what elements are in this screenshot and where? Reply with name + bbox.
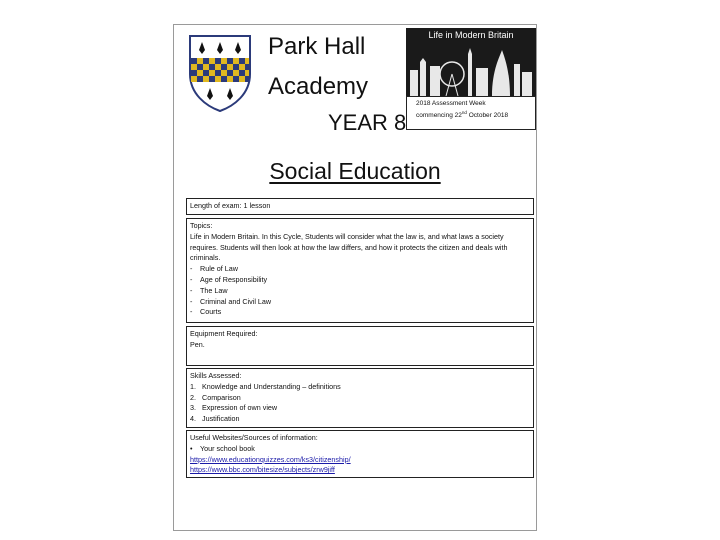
exam-length-box [186,198,534,215]
equipment-heading: Equipment Required: [190,329,258,338]
assessment-week-box [406,96,536,130]
school-name-line1: Park Hall [268,33,366,60]
source-book: Your school book [200,443,255,453]
subject-title: Social Education [269,158,441,184]
assessment-suffix: October 2018 [466,111,509,119]
skill-text: Justification [202,414,240,424]
bullet: - [190,307,193,317]
topics-box [186,218,534,323]
sources-heading: Useful Websites/Sources of information: [190,433,318,442]
skill-number: 1. [190,381,196,391]
assessment-line1: 2018 Assessment Week [416,100,486,107]
list-item [190,382,530,393]
topics-list [190,264,530,318]
skills-box [186,368,534,428]
topics-intro: Life in Modern Britain. In this Cycle, Students will consider what the law is, and what laws a society requires. Students will then look at how the law differs, and how it protects the citizen and deals with criminals. [190,231,508,263]
life-in-modern-britain-banner [406,28,536,96]
skill-number: 3. [190,403,196,413]
year-group: YEAR 8 [328,110,407,135]
topic-item: Courts [200,307,222,317]
skill-text: Comparison [202,392,241,402]
skills-list [190,382,530,425]
school-name-line2: Academy [268,73,369,100]
assessment-line2 [416,109,531,121]
list-item [190,286,530,297]
skill-number: 2. [190,392,196,402]
list-item [190,307,530,318]
link-bbc-bitesize[interactable]: https://www.bbc.com/bitesize/subjects/zrw9jiff [190,465,335,475]
bullet: - [190,285,193,295]
list-item [190,264,530,275]
assessment-prefix: commencing 22 [416,111,462,119]
topics-heading: Topics: [190,221,213,230]
school-crest-icon [188,34,252,112]
skill-number: 4. [190,414,196,424]
assessment-suffix-ordinal: nd [461,109,467,115]
bullet: - [190,274,193,284]
list-item [190,275,530,286]
topic-item: Age of Responsibility [200,274,268,284]
skills-heading: Skills Assessed: [190,371,242,380]
equipment-value: Pen. [190,339,205,349]
skill-text: Knowledge and Understanding – definitions [202,381,341,391]
banner-title: Life in Modern Britain [428,30,514,40]
bullet: • [190,443,193,453]
bullet: - [190,296,193,306]
list-item [190,403,530,414]
school-name [268,27,368,107]
equipment-box [186,326,534,366]
list-item [190,444,530,455]
skill-text: Expression of own view [202,403,278,413]
exam-length: Length of exam: 1 lesson [190,201,271,210]
list-item [190,297,530,308]
bullet: - [190,264,193,274]
list-item [190,393,530,404]
london-skyline-icon [406,40,536,96]
topic-item: Criminal and Civil Law [200,296,272,306]
topic-item: The Law [200,285,228,295]
list-item [190,414,530,425]
topic-item: Rule of Law [200,264,238,274]
sources-box [186,430,534,478]
link-education-quizzes[interactable]: https://www.educationquizzes.com/ks3/citizenship/ [190,454,351,464]
